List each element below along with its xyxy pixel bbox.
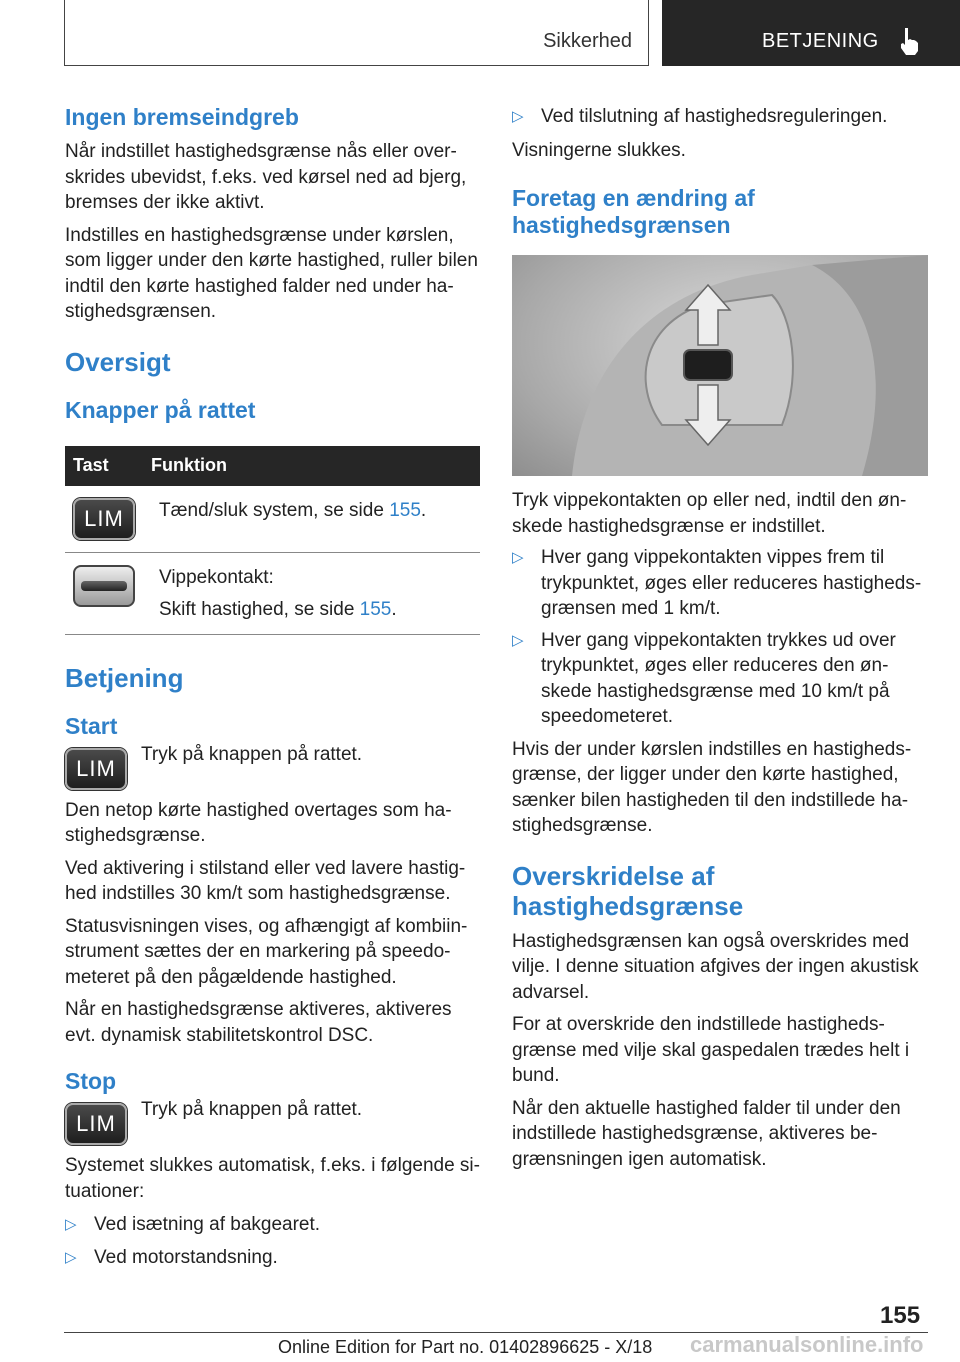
header-chapter-box — [662, 0, 960, 66]
pointing-hand-icon — [898, 26, 922, 56]
start-instruction — [65, 742, 480, 792]
paragraph: Tryk vippekontakten op eller ned, indtil den øn-skede hastighedsgrænse er indstillet. — [512, 490, 907, 537]
lim-button-icon: LIM — [65, 748, 127, 790]
paragraph: Den netop kørte hastighed overtages som ha-stighedsgrænse. — [65, 799, 452, 846]
table-row: Vippekontakt: Skift hastighed, se side 155. — [65, 552, 480, 634]
steering-wheel-photo — [512, 255, 928, 476]
heading-stop: Stop — [65, 1068, 117, 1094]
list-item: ▷ Ved isætning af bakgearet. — [65, 1212, 480, 1238]
heading-overview: Oversigt — [65, 346, 171, 377]
page-link[interactable]: 155 — [359, 598, 392, 620]
paragraph: Visningerne slukkes. — [512, 139, 686, 161]
paragraph: Når indstillet hastighedsgrænse nås eller over-skrides ubevidst, f.eks. ved kørsel ned ad bjerg, bremses der ikke aktivt. — [65, 141, 467, 213]
header-section-box — [64, 0, 649, 66]
paragraph: Ved aktivering i stilstand eller ved lavere hastig-hed indstilles 30 km/t som hastighedsgrænse. — [65, 857, 466, 904]
paragraph: Systemet slukkes automatisk, f.eks. i følgende si-tuationer: — [65, 1155, 480, 1202]
paragraph: Når en hastighedsgrænse aktiveres, aktiveres evt. dynamisk stabilitetskontrol DSC. — [65, 999, 452, 1046]
rocker-switch-icon — [73, 565, 135, 607]
paragraph: Hvis der under kørslen indstilles en hastigheds-grænse, der ligger under den kørte hastighed, sænker bilen hastigheden til den indstillede ha-stighedsgrænse. — [512, 738, 912, 836]
list-item: ▷ Ved tilslutning af hastighedsreguleringen. — [512, 104, 928, 130]
instruction-text: Tryk på knappen på rattet. — [141, 743, 363, 765]
row-text: Vippekontakt: — [159, 566, 274, 588]
footer-watermark: carmanualsonline.info — [690, 1332, 924, 1357]
heading-steering-buttons: Knapper på rattet — [65, 396, 256, 423]
heading-change-limit: Foretag en ændring af hastighedsgrænsen — [512, 185, 755, 238]
chapter-title: BETJENING — [762, 30, 879, 52]
row-text: Skift hastighed, se side — [159, 598, 360, 620]
rocker-switch-illustration-icon — [512, 255, 928, 476]
list-item: ▷ Ved motorstandsning. — [65, 1245, 480, 1271]
right-column — [512, 100, 928, 1172]
bullet-list — [512, 104, 928, 130]
footer-edition: Online Edition for Part no. 01402896625 - X/18 — [278, 1337, 653, 1357]
paragraph: Indstilles en hastighedsgrænse under kørslen, som ligger under den kørte hastighed, ruller bilen indtil den kørte hastighed falder ned under ha-stighedsgrænsen. — [65, 224, 478, 322]
bullet-list — [65, 1212, 480, 1270]
row-text: Tænd/sluk system, se side — [159, 499, 390, 521]
heading-exceed-limit: Overskridelse af hastighedsgrænse — [512, 860, 744, 921]
paragraph: Statusvisningen vises, og afhængigt af kombiin-strument sættes der en markering på speedo-meteret på den pågældende hastighed. — [65, 915, 468, 988]
list-item: ▷ Hver gang vippekontakten trykkes ud over trykpunktet, øges eller reduceres den øn-skede hastighedsgrænse med 10 km/t på speedometeret. — [512, 628, 928, 730]
table-row: LIM Tænd/sluk system, se side 155. — [65, 486, 480, 553]
stop-instruction — [65, 1097, 480, 1147]
heading-operation: Betjening — [65, 662, 184, 693]
paragraph: Når den aktuelle hastighed falder til under den indstillede hastighedsgrænse, aktiveres be-grænsningen igen automatisk. — [512, 1097, 901, 1170]
lim-button-icon: LIM — [65, 1103, 127, 1145]
instruction-text: Tryk på knappen på rattet. — [141, 1099, 363, 1120]
page-number: 155 — [880, 1302, 921, 1329]
heading-no-brake: Ingen bremseindgreb — [65, 104, 299, 130]
left-column — [65, 100, 480, 1270]
bullet-list — [512, 545, 928, 730]
heading-start: Start — [65, 712, 118, 739]
table-header-key: Tast — [65, 446, 151, 486]
paragraph: Hastighedsgrænsen kan også overskrides med vilje. I denne situation afgives der ingen akustisk advarsel. — [512, 930, 919, 1003]
lim-button-icon: LIM — [73, 498, 135, 540]
table-header-function: Funktion — [151, 446, 480, 486]
paragraph: For at overskride den indstillede hastigheds-grænse med vilje skal gaspedalen trædes helt i bund. — [512, 1014, 910, 1086]
list-item: ▷ Hver gang vippekontakten vippes frem til trykpunktet, øges eller reduceres hastigheds-grænsen med 1 km/t. — [512, 545, 928, 622]
section-title: Sikkerhed — [543, 30, 632, 52]
page-link[interactable]: 155 — [389, 499, 421, 521]
button-table — [65, 446, 480, 635]
